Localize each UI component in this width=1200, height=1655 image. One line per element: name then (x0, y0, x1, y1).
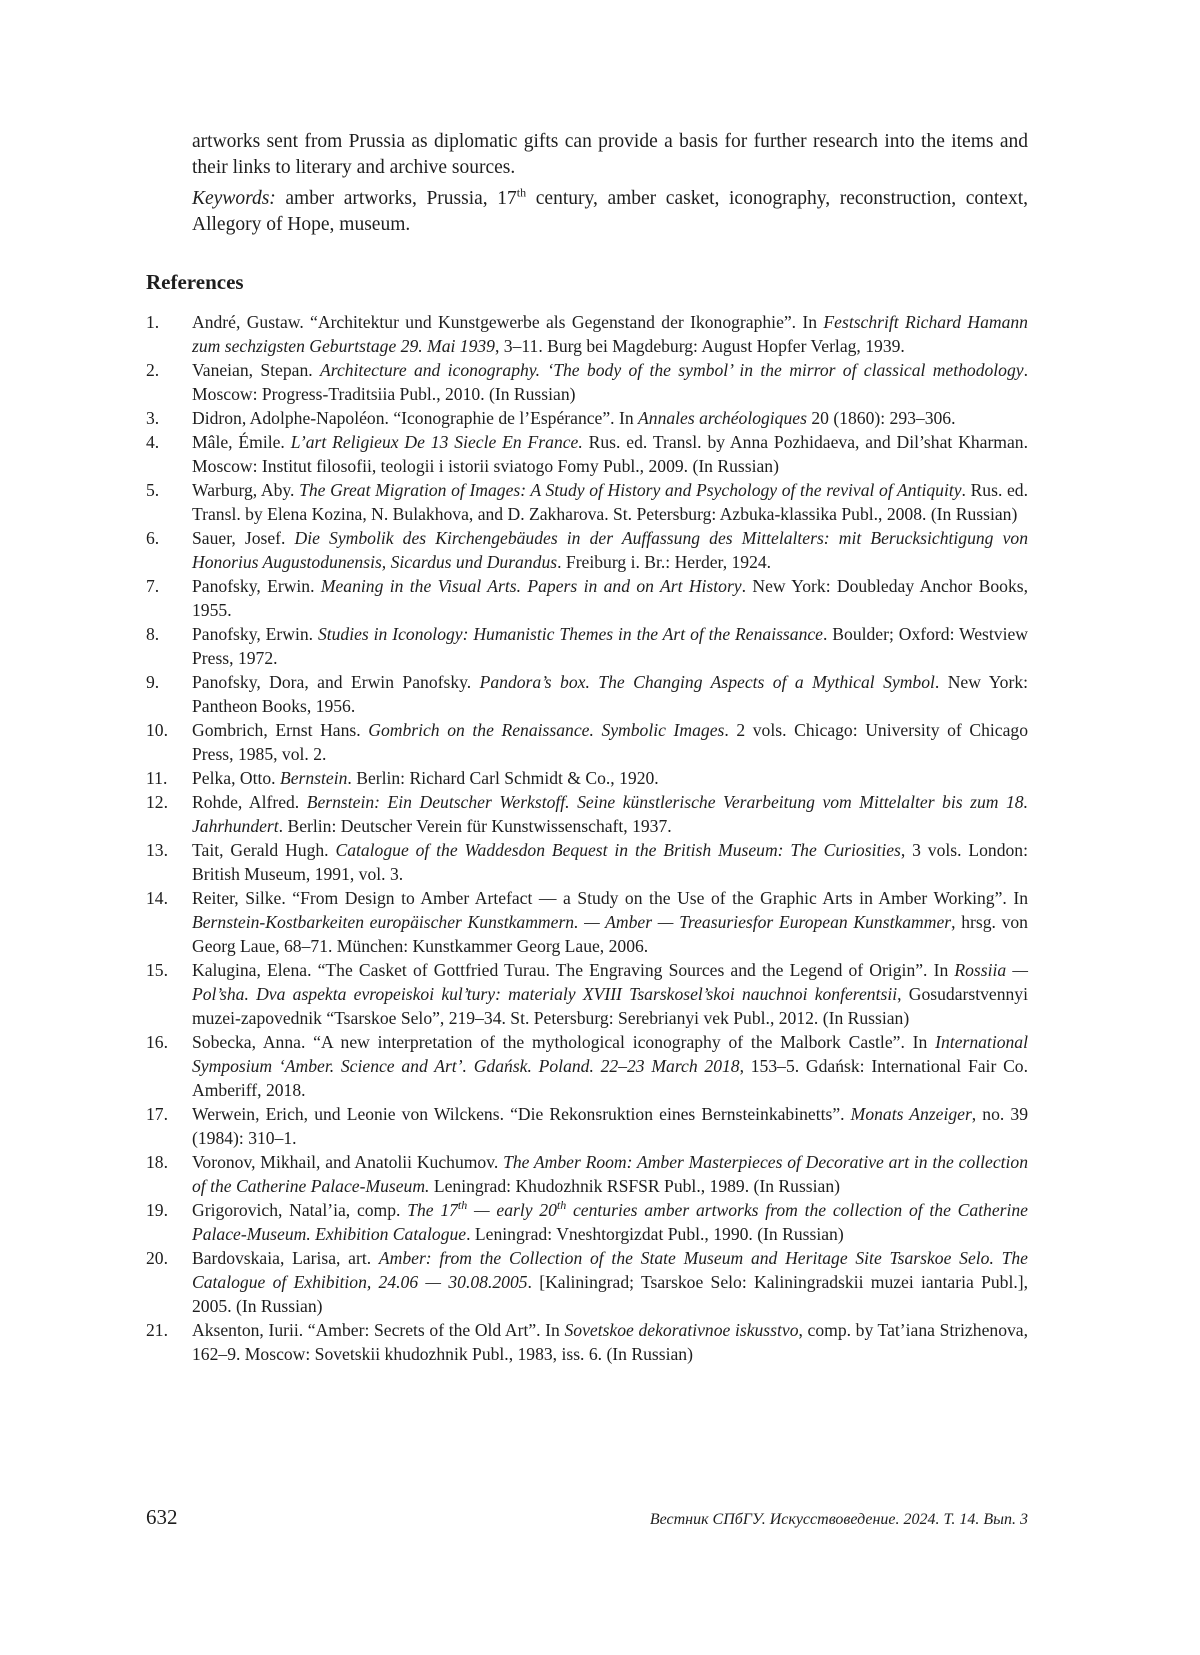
reference-text (192, 670, 1028, 718)
keywords-superscript: th (516, 185, 527, 200)
reference-item (146, 406, 1028, 430)
reference-segment: . [Kaliningrad; Tsarskoe Selo: Kaliningradskii muzei iantaria Publ.], 2005. (In Russian) (192, 1272, 1029, 1316)
reference-text (192, 766, 1028, 790)
reference-text (192, 526, 1028, 574)
reference-title: L’art Religieux De 13 Siecle En France. (290, 432, 583, 452)
reference-title: Monats Anzeiger (850, 1104, 972, 1124)
reference-number: 10. (146, 720, 168, 740)
reference-text (192, 310, 1028, 358)
reference-segment: Grigorovich, Natal’ia, comp. (192, 1200, 408, 1220)
reference-text (192, 430, 1028, 478)
reference-segment: , comp. by Tat’iana Strizhenova, 162–9. Moscow: Sovetskii khudozhnik Publ., 1983, iss. 6. (In Russian) (192, 1320, 1029, 1364)
reference-segment: . Berlin: Deutscher Verein für Kunstwissenschaft, 1937. (278, 816, 672, 836)
reference-superscript: th (556, 1198, 567, 1213)
reference-title: Sovetskoe dekorativnoe iskusstvo (564, 1320, 799, 1340)
reference-text (192, 958, 1028, 1030)
reference-segment: Gombrich, Ernst Hans. (192, 720, 369, 740)
reference-number: 4. (146, 432, 160, 452)
reference-text (192, 622, 1028, 670)
reference-segment: , 3 vols. London: British Museum, 1991, vol. 3. (192, 840, 1028, 884)
reference-segment: . New York: Doubleday Anchor Books, 1955. (192, 576, 1028, 620)
reference-segment: , no. 39 (1984): 310–1. (192, 1104, 1029, 1148)
reference-title: Architecture and iconography. ‘The body of the symbol’ in the mirror of classical methodology (320, 360, 1024, 380)
reference-number: 16. (146, 1032, 168, 1052)
reference-title: The Great Migration of Images: A Study of History and Psychology of the revival of Antiquity (299, 480, 962, 500)
reference-segment: Panofsky, Dora, and Erwin Panofsky. (192, 672, 480, 692)
reference-item (146, 1030, 1028, 1102)
reference-text (192, 718, 1028, 766)
reference-text (192, 1198, 1028, 1246)
reference-text (192, 838, 1028, 886)
reference-title: Meaning in the Visual Arts. Papers in and on Art History (320, 576, 742, 596)
reference-item (146, 1318, 1028, 1366)
reference-segment: Tait, Gerald Hugh. (192, 840, 336, 860)
reference-item (146, 838, 1028, 886)
reference-title: Catalogue of the Waddesdon Bequest in the British Museum: The Curiosities (335, 840, 901, 860)
reference-title: centuries amber artworks from the collection of the Catherine Palace-Museum. Exhibition Catalogue (192, 1200, 1028, 1244)
reference-segment: Vaneian, Stepan. (192, 360, 320, 380)
reference-number: 20. (146, 1248, 168, 1268)
reference-segment: Sauer, Josef. (192, 528, 295, 548)
reference-title: Bernstein: Ein Deutscher Werkstoff. Seine künstlerische Verarbeitung vom Mittelalter bis zum 18. Jahrhundert (192, 792, 1028, 836)
reference-segment: 20 (1860): 293–306. (806, 408, 956, 428)
reference-text (192, 886, 1028, 958)
reference-text (192, 1150, 1028, 1198)
reference-title: Die Symbolik des Kirchengebäudes in der Auffassung des Mittelalters: mit Berucksichtigung von Honorius Augustodunensis, Sicardus und Durandus (192, 528, 1028, 572)
reference-title (458, 1200, 467, 1220)
reference-title: Bernstein (279, 768, 348, 788)
reference-item (146, 1102, 1028, 1150)
reference-item (146, 886, 1028, 958)
reference-item (146, 1246, 1028, 1318)
reference-item (146, 718, 1028, 766)
reference-number: 3. (146, 408, 160, 428)
reference-text (192, 478, 1028, 526)
reference-title: Bernstein-Kostbarkeiten europäischer Kunstkammern. — Amber — Treasuriesfor European Kunstkammer (192, 912, 952, 932)
reference-segment: . Berlin: Richard Carl Schmidt & Co., 1920. (347, 768, 659, 788)
reference-segment: . New York: Pantheon Books, 1956. (192, 672, 1028, 716)
reference-segment: , Gosudarstvennyi muzei-zapovednik “Tsarskoe Selo”, 219–34. St. Petersburg: Serebrianyi vek Publ., 2012. (In Russian) (192, 984, 1028, 1028)
reference-number: 17. (146, 1104, 168, 1124)
reference-title: International Symposium ‘Amber. Science and Art’. Gdańsk. Poland. 22–23 March 2018 (192, 1032, 1028, 1076)
reference-number: 15. (146, 960, 168, 980)
reference-segment: Sobecka, Anna. “A new interpretation of the mythological iconography of the Malbork Castle”. In (192, 1032, 936, 1052)
reference-title: Amber: from the Collection of the State Museum and Heritage Site Tsarskoe Selo. The Catalogue of Exhibition, 24.06 — 30.08.2005 (192, 1248, 1028, 1292)
reference-text (192, 358, 1028, 406)
reference-segment: Mâle, Émile. (192, 432, 291, 452)
reference-title: The 17 (407, 1200, 458, 1220)
reference-segment: . Leningrad: Vneshtorgizdat Publ., 1990. (In Russian) (466, 1224, 844, 1244)
reference-segment: Pelka, Otto. (192, 768, 280, 788)
reference-segment: . Moscow: Progress-Traditsiia Publ., 2010. (In Russian) (192, 360, 1028, 404)
reference-segment: , hrsg. von Georg Laue, 68–71. München: Kunstkammer Georg Laue, 2006. (192, 912, 1028, 956)
reference-item (146, 526, 1028, 574)
reference-number: 2. (146, 360, 160, 380)
keywords-text-end: century, amber casket, iconography, reconstruction, context, Allegory of Hope, museum. (192, 188, 1029, 235)
reference-number: 9. (146, 672, 160, 692)
reference-title: Pandora’s box. The Changing Aspects of a Mythical Symbol (479, 672, 935, 692)
reference-segment: Kalugina, Elena. “The Casket of Gottfried Turau. The Engraving Sources and the Legend of Origin”. In (192, 960, 955, 980)
reference-number: 1. (146, 312, 160, 332)
reference-number: 12. (146, 792, 168, 812)
reference-item (146, 310, 1028, 358)
reference-item (146, 766, 1028, 790)
reference-segment: Aksenton, Iurii. “Amber: Secrets of the Old Art”. In (192, 1320, 565, 1340)
reference-text (192, 1102, 1028, 1150)
reference-segment: Panofsky, Erwin. (192, 576, 321, 596)
references-list (146, 310, 1028, 1366)
reference-title: The Amber Room: Amber Masterpieces of Decorative art in the collection of the Catherine Palace-Museum. (192, 1152, 1029, 1196)
page-footer (146, 1505, 1028, 1530)
reference-number: 6. (146, 528, 160, 548)
reference-number: 18. (146, 1152, 168, 1172)
reference-segment: Rohde, Alfred. (192, 792, 307, 812)
reference-segment: , 3–11. Burg bei Magdeburg: August Hopfer Verlag, 1939. (494, 336, 905, 356)
reference-item (146, 670, 1028, 718)
reference-title: Rossiia — Pol’sha. Dva aspekta evropeiskoi kul’tury: materialy XVIII Tsarskosel’skoi nauchnoi konferentsii (192, 960, 1028, 1004)
reference-segment: André, Gustaw. “Architektur und Kunstgewerbe als Gegenstand der Ikonographie”. In (192, 312, 824, 332)
reference-text (192, 574, 1028, 622)
reference-segment: Reiter, Silke. “From Design to Amber Artefact — a Study on the Use of the Graphic Arts in Amber Working”. In (192, 888, 1028, 908)
reference-segment: , 153–5. Gdańsk: International Fair Co. Amberiff, 2018. (192, 1056, 1029, 1100)
reference-number: 11. (146, 768, 168, 788)
reference-title: Festschrift Richard Hamann zum sechzigsten Geburtstage 29. Mai 1939 (192, 312, 1028, 356)
reference-title: Studies in Iconology: Humanistic Themes in the Art of the Renaissance (317, 624, 823, 644)
reference-segment: . Boulder; Oxford: Westview Press, 1972. (192, 624, 1028, 668)
reference-item (146, 478, 1028, 526)
keywords-text-start: amber artworks, Prussia, 17 (275, 188, 517, 209)
reference-title: Gombrich on the Renaissance. Symbolic Images (368, 720, 725, 740)
reference-segment: Leningrad: Khudozhnik RSFSR Publ., 1989. (In Russian) (429, 1176, 840, 1196)
reference-title (557, 1200, 566, 1220)
reference-item (146, 574, 1028, 622)
reference-text (192, 406, 1028, 430)
reference-number: 13. (146, 840, 168, 860)
page-number: 632 (146, 1505, 178, 1529)
abstract-continuation (192, 129, 1028, 243)
reference-text (192, 1246, 1028, 1318)
reference-segment: Rus. ed. Transl. by Anna Pozhidaeva, and Dil’shat Kharman. Moscow: Institut filosofii, teologii i istorii sviatogo Fomy Publ., 2009. (In Russian) (192, 432, 1028, 476)
reference-text (192, 1318, 1028, 1366)
reference-segment: . Rus. ed. Transl. by Elena Kozina, N. Bulakhova, and D. Zakharova. St. Petersburg: Azbuka-klassika Publ., 2008. (In Russian) (192, 480, 1028, 524)
reference-item (146, 1198, 1028, 1246)
reference-text (192, 790, 1028, 838)
reference-segment: . 2 vols. Chicago: University of Chicago Press, 1985, vol. 2. (192, 720, 1028, 764)
reference-number: 8. (146, 624, 160, 644)
reference-segment: Didron, Adolphe-Napoléon. “Iconographie de l’Espérance”. In (192, 408, 639, 428)
abstract-text: artworks sent from Prussia as diplomatic gifts can provide a basis for further research into the items and their links to literary and archive sources. (192, 131, 1028, 178)
keywords-line (192, 186, 1028, 238)
reference-title: — early 20 (467, 1200, 557, 1220)
reference-number: 19. (146, 1200, 168, 1220)
reference-segment: Voronov, Mikhail, and Anatolii Kuchumov. (192, 1152, 504, 1172)
reference-item (146, 622, 1028, 670)
keywords-label: Keywords: (192, 188, 276, 209)
reference-number: 5. (146, 480, 160, 500)
reference-number: 21. (146, 1320, 168, 1340)
reference-superscript: th (457, 1198, 468, 1213)
reference-item (146, 790, 1028, 838)
reference-number: 7. (146, 576, 160, 596)
reference-segment: . Freiburg i. Br.: Herder, 1924. (557, 552, 772, 572)
reference-segment: Werwein, Erich, und Leonie von Wilckens. “Die Rekonsruktion eines Bernsteinkabinetts”. (192, 1104, 851, 1124)
reference-item (146, 430, 1028, 478)
reference-item (146, 1150, 1028, 1198)
reference-segment: Bardovskaia, Larisa, art. (192, 1248, 379, 1268)
reference-item (146, 958, 1028, 1030)
reference-number: 14. (146, 888, 168, 908)
reference-segment: Panofsky, Erwin. (192, 624, 318, 644)
reference-segment: Warburg, Aby. (192, 480, 300, 500)
reference-text (192, 1030, 1028, 1102)
references-heading: References (146, 270, 244, 294)
reference-title: Annales archéologiques (638, 408, 807, 428)
journal-running-title: Вестник СПбГУ. Искусствоведение. 2024. Т. 14. Вып. 3 (649, 1511, 1028, 1528)
reference-item (146, 358, 1028, 406)
